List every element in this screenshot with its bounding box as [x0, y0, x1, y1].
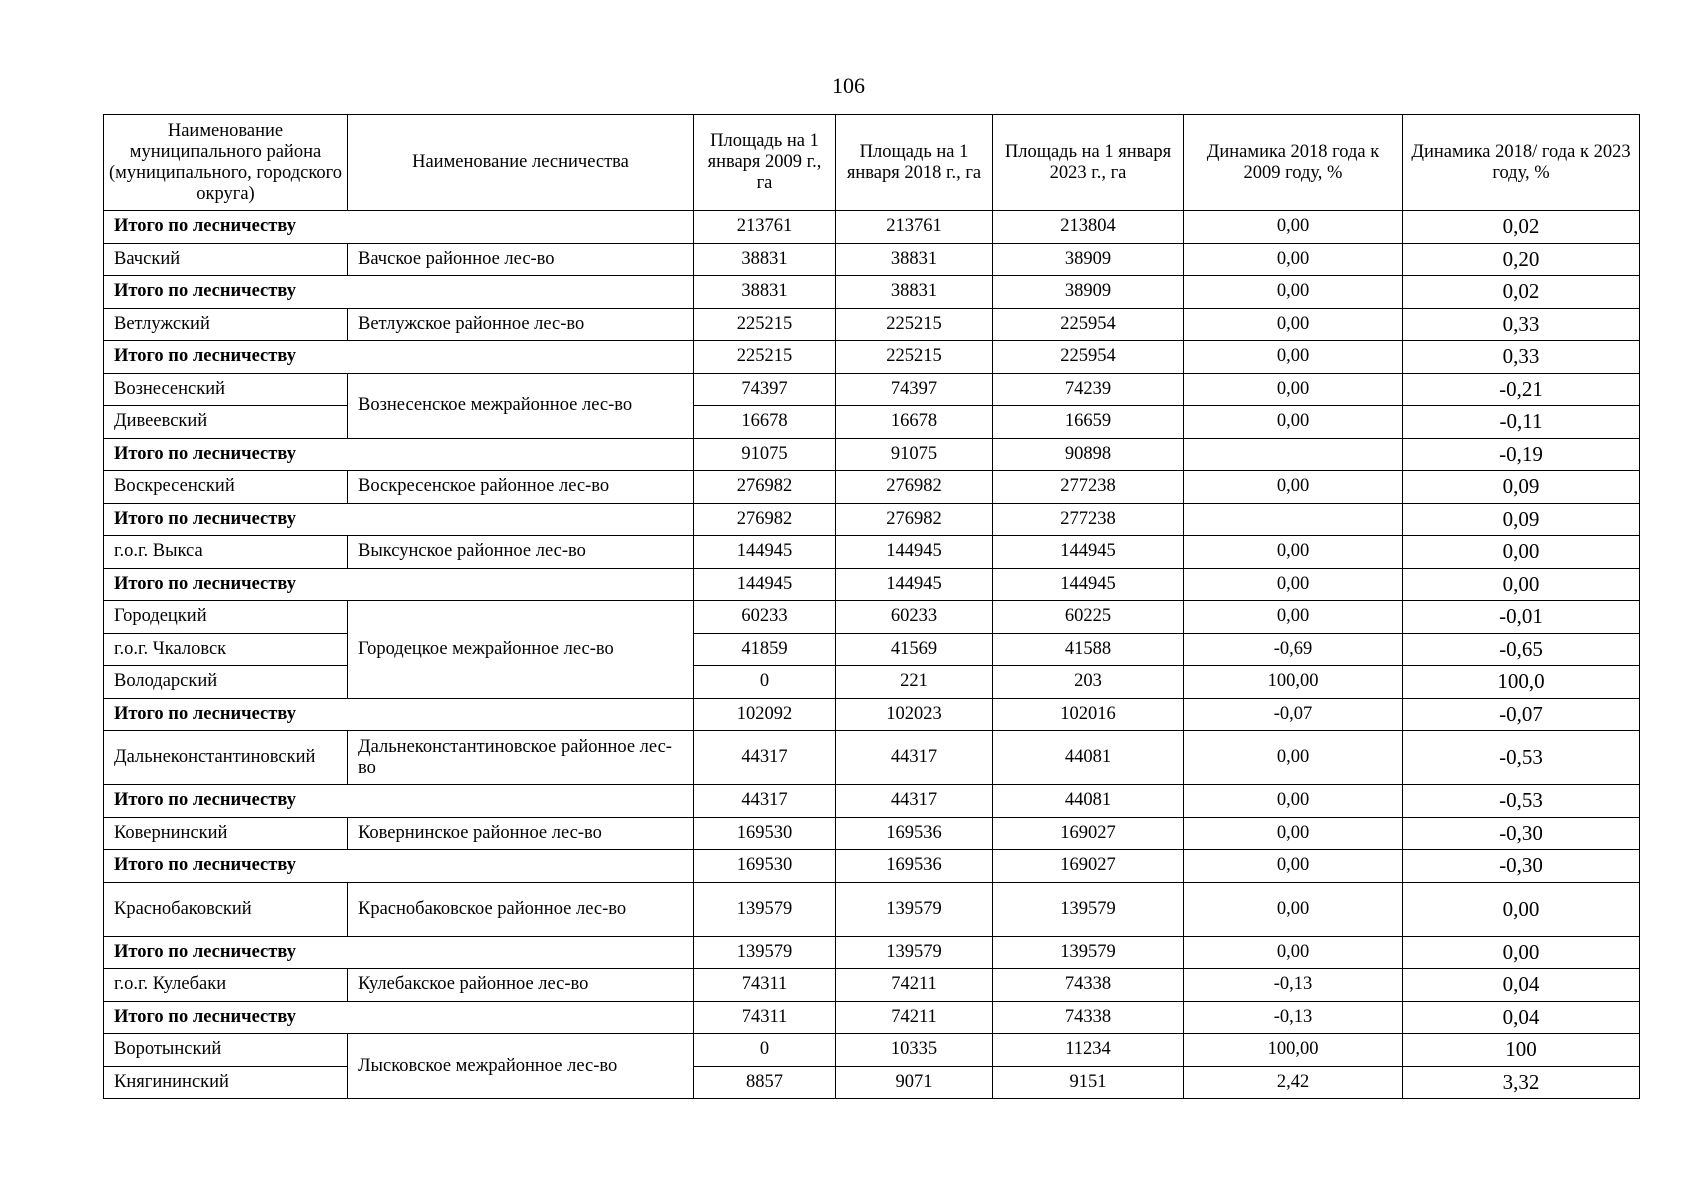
dynamics-2023-cell: 100 — [1403, 1034, 1640, 1067]
area-2023-cell: 277238 — [993, 503, 1184, 536]
area-2009-cell: 102092 — [694, 698, 836, 731]
dynamics-2009-cell: 0,00 — [1184, 373, 1403, 406]
table-row — [104, 666, 1640, 699]
dynamics-2009-cell — [1184, 438, 1403, 471]
dynamics-2023-cell: 0,04 — [1403, 1001, 1640, 1034]
area-2023-cell: 144945 — [993, 536, 1184, 569]
area-2009-cell: 169530 — [694, 850, 836, 883]
area-2023-cell: 169027 — [993, 817, 1184, 850]
dynamics-2023-cell: 0,09 — [1403, 471, 1640, 504]
area-2009-cell: 91075 — [694, 438, 836, 471]
total-row — [104, 850, 1640, 883]
total-row — [104, 785, 1640, 818]
dynamics-2009-cell: 2,42 — [1184, 1066, 1403, 1099]
area-2023-cell: 74338 — [993, 969, 1184, 1002]
area-2009-cell: 169530 — [694, 817, 836, 850]
dynamics-2023-cell: 0,20 — [1403, 243, 1640, 276]
dynamics-2009-cell: 0,00 — [1184, 406, 1403, 439]
area-2009-cell: 44317 — [694, 731, 836, 785]
total-row — [104, 503, 1640, 536]
forestry-cell: Воскресенское районное лес-во — [348, 471, 694, 504]
table-row — [104, 817, 1640, 850]
dynamics-2009-cell: 0,00 — [1184, 308, 1403, 341]
area-2023-cell: 60225 — [993, 601, 1184, 634]
table-row — [104, 243, 1640, 276]
total-label: Итого по лесничеству — [104, 211, 694, 244]
area-2009-cell: 38831 — [694, 243, 836, 276]
dynamics-2009-cell: 100,00 — [1184, 666, 1403, 699]
table-row — [104, 969, 1640, 1002]
dynamics-2023-cell: -0,53 — [1403, 731, 1640, 785]
dynamics-2009-cell: 0,00 — [1184, 601, 1403, 634]
area-2009-cell: 8857 — [694, 1066, 836, 1099]
area-2018-cell: 139579 — [836, 936, 993, 969]
header-area-2023: Площадь на 1 января 2023 г., га — [993, 115, 1184, 211]
area-2009-cell: 44317 — [694, 785, 836, 818]
area-2023-cell: 225954 — [993, 341, 1184, 374]
total-row — [104, 211, 1640, 244]
area-2009-cell: 60233 — [694, 601, 836, 634]
dynamics-2023-cell: 0,00 — [1403, 936, 1640, 969]
dynamics-2009-cell: 0,00 — [1184, 936, 1403, 969]
area-2018-cell: 38831 — [836, 243, 993, 276]
area-2023-cell: 44081 — [993, 731, 1184, 785]
dynamics-2009-cell: 0,00 — [1184, 243, 1403, 276]
page-number: 106 — [832, 73, 865, 98]
dynamics-2023-cell: 0,33 — [1403, 341, 1640, 374]
area-2018-cell: 213761 — [836, 211, 993, 244]
table-row — [104, 1066, 1640, 1099]
dynamics-2009-cell: 0,00 — [1184, 471, 1403, 504]
area-2018-cell: 139579 — [836, 882, 993, 936]
forestry-cell: Краснобаковское районное лес-во — [348, 882, 694, 936]
dynamics-2023-cell: -0,65 — [1403, 633, 1640, 666]
area-2023-cell: 74239 — [993, 373, 1184, 406]
forestry-cell: Городецкое межрайонное лес-во — [348, 601, 694, 699]
area-2018-cell: 221 — [836, 666, 993, 699]
area-2018-cell: 44317 — [836, 731, 993, 785]
district-cell: Городецкий — [104, 601, 348, 634]
table-row — [104, 406, 1640, 439]
total-label: Итого по лесничеству — [104, 503, 694, 536]
area-2009-cell: 0 — [694, 666, 836, 699]
total-label: Итого по лесничеству — [104, 568, 694, 601]
area-2009-cell: 38831 — [694, 276, 836, 309]
dynamics-2009-cell: 0,00 — [1184, 211, 1403, 244]
district-cell: Вачский — [104, 243, 348, 276]
area-2023-cell: 44081 — [993, 785, 1184, 818]
total-label: Итого по лесничеству — [104, 438, 694, 471]
area-2018-cell: 9071 — [836, 1066, 993, 1099]
area-2023-cell: 38909 — [993, 276, 1184, 309]
area-2023-cell: 277238 — [993, 471, 1184, 504]
area-2009-cell: 276982 — [694, 471, 836, 504]
area-2018-cell: 91075 — [836, 438, 993, 471]
area-2009-cell: 16678 — [694, 406, 836, 439]
area-2009-cell: 213761 — [694, 211, 836, 244]
dynamics-2023-cell: 0,00 — [1403, 882, 1640, 936]
table-row — [104, 471, 1640, 504]
dynamics-2023-cell: -0,01 — [1403, 601, 1640, 634]
table-row — [104, 1034, 1640, 1067]
area-2009-cell: 139579 — [694, 882, 836, 936]
total-row — [104, 698, 1640, 731]
district-cell: Ветлужский — [104, 308, 348, 341]
dynamics-2023-cell: -0,11 — [1403, 406, 1640, 439]
dynamics-2023-cell: 0,33 — [1403, 308, 1640, 341]
header-dynamics-2018-2009: Динамика 2018 года к 2009 году, % — [1184, 115, 1403, 211]
district-cell: Дивеевский — [104, 406, 348, 439]
district-cell: Воскресенский — [104, 471, 348, 504]
area-2023-cell: 11234 — [993, 1034, 1184, 1067]
area-2009-cell: 74311 — [694, 969, 836, 1002]
area-2023-cell: 139579 — [993, 936, 1184, 969]
area-2018-cell: 276982 — [836, 471, 993, 504]
forestry-cell: Выксунское районное лес-во — [348, 536, 694, 569]
area-2018-cell: 225215 — [836, 341, 993, 374]
area-2009-cell: 41859 — [694, 633, 836, 666]
dynamics-2023-cell: 0,00 — [1403, 536, 1640, 569]
dynamics-2023-cell: 3,32 — [1403, 1066, 1640, 1099]
area-2009-cell: 144945 — [694, 536, 836, 569]
dynamics-2023-cell: -0,30 — [1403, 850, 1640, 883]
dynamics-2009-cell: -0,13 — [1184, 969, 1403, 1002]
area-2018-cell: 16678 — [836, 406, 993, 439]
table-row — [104, 731, 1640, 785]
total-label: Итого по лесничеству — [104, 276, 694, 309]
dynamics-2009-cell: 0,00 — [1184, 817, 1403, 850]
dynamics-2009-cell: -0,07 — [1184, 698, 1403, 731]
area-2018-cell: 169536 — [836, 850, 993, 883]
dynamics-2023-cell: -0,30 — [1403, 817, 1640, 850]
dynamics-2009-cell: 0,00 — [1184, 731, 1403, 785]
total-label: Итого по лесничеству — [104, 785, 694, 818]
district-cell: Воротынский — [104, 1034, 348, 1067]
dynamics-2023-cell: -0,53 — [1403, 785, 1640, 818]
forestry-cell: Ковернинское районное лес-во — [348, 817, 694, 850]
header-dynamics-2018-2023: Динамика 2018/ года к 2023 году, % — [1403, 115, 1640, 211]
total-label: Итого по лесничеству — [104, 341, 694, 374]
table-row — [104, 373, 1640, 406]
area-2009-cell: 74397 — [694, 373, 836, 406]
area-2018-cell: 144945 — [836, 536, 993, 569]
header-row — [104, 115, 1640, 211]
forestry-cell: Ветлужское районное лес-во — [348, 308, 694, 341]
dynamics-2023-cell: 0,02 — [1403, 211, 1640, 244]
area-2018-cell: 44317 — [836, 785, 993, 818]
dynamics-2023-cell: -0,21 — [1403, 373, 1640, 406]
area-2023-cell: 74338 — [993, 1001, 1184, 1034]
total-label: Итого по лесничеству — [104, 936, 694, 969]
table-row — [104, 882, 1640, 936]
district-cell: г.о.г. Чкаловск — [104, 633, 348, 666]
area-2018-cell: 74211 — [836, 1001, 993, 1034]
dynamics-2009-cell: 0,00 — [1184, 785, 1403, 818]
total-label: Итого по лесничеству — [104, 1001, 694, 1034]
area-2018-cell: 225215 — [836, 308, 993, 341]
area-2023-cell: 144945 — [993, 568, 1184, 601]
district-cell: Ковернинский — [104, 817, 348, 850]
area-2009-cell: 139579 — [694, 936, 836, 969]
table-row — [104, 633, 1640, 666]
total-row — [104, 936, 1640, 969]
table-row — [104, 601, 1640, 634]
area-2023-cell: 16659 — [993, 406, 1184, 439]
area-2018-cell: 38831 — [836, 276, 993, 309]
area-2018-cell: 276982 — [836, 503, 993, 536]
total-row — [104, 341, 1640, 374]
area-2023-cell: 225954 — [993, 308, 1184, 341]
area-2023-cell: 213804 — [993, 211, 1184, 244]
forestry-cell: Лысковское межрайонное лес-во — [348, 1034, 694, 1099]
area-2023-cell: 169027 — [993, 850, 1184, 883]
dynamics-2023-cell: -0,19 — [1403, 438, 1640, 471]
district-cell: Володарский — [104, 666, 348, 699]
area-2009-cell: 144945 — [694, 568, 836, 601]
dynamics-2009-cell: -0,13 — [1184, 1001, 1403, 1034]
dynamics-2009-cell: 100,00 — [1184, 1034, 1403, 1067]
area-2023-cell: 41588 — [993, 633, 1184, 666]
forest-area-table — [103, 114, 1640, 1099]
area-2023-cell: 38909 — [993, 243, 1184, 276]
area-2023-cell: 90898 — [993, 438, 1184, 471]
dynamics-2009-cell — [1184, 503, 1403, 536]
header-forestry: Наименование лесничества — [348, 115, 694, 211]
area-2018-cell: 10335 — [836, 1034, 993, 1067]
dynamics-2023-cell: 100,0 — [1403, 666, 1640, 699]
table-row — [104, 308, 1640, 341]
area-2023-cell: 102016 — [993, 698, 1184, 731]
total-row — [104, 276, 1640, 309]
dynamics-2023-cell: 0,09 — [1403, 503, 1640, 536]
area-2018-cell: 74211 — [836, 969, 993, 1002]
forestry-cell: Дальнеконстантиновское районное лес-во — [348, 731, 694, 785]
area-2018-cell: 102023 — [836, 698, 993, 731]
dynamics-2009-cell: 0,00 — [1184, 276, 1403, 309]
total-row — [104, 1001, 1640, 1034]
total-row — [104, 438, 1640, 471]
dynamics-2009-cell: 0,00 — [1184, 882, 1403, 936]
district-cell: Княгининский — [104, 1066, 348, 1099]
area-2009-cell: 225215 — [694, 341, 836, 374]
district-cell: Краснобаковский — [104, 882, 348, 936]
area-2023-cell: 139579 — [993, 882, 1184, 936]
total-label: Итого по лесничеству — [104, 698, 694, 731]
district-cell: г.о.г. Выкса — [104, 536, 348, 569]
dynamics-2009-cell: -0,69 — [1184, 633, 1403, 666]
district-cell: Дальнеконстантиновский — [104, 731, 348, 785]
area-2018-cell: 41569 — [836, 633, 993, 666]
dynamics-2023-cell: -0,07 — [1403, 698, 1640, 731]
dynamics-2009-cell: 0,00 — [1184, 341, 1403, 374]
dynamics-2023-cell: 0,00 — [1403, 568, 1640, 601]
dynamics-2009-cell: 0,00 — [1184, 850, 1403, 883]
dynamics-2009-cell: 0,00 — [1184, 568, 1403, 601]
header-area-2018: Площадь на 1 января 2018 г., га — [836, 115, 993, 211]
total-row — [104, 568, 1640, 601]
area-2023-cell: 9151 — [993, 1066, 1184, 1099]
area-2018-cell: 144945 — [836, 568, 993, 601]
area-2018-cell: 60233 — [836, 601, 993, 634]
area-2009-cell: 276982 — [694, 503, 836, 536]
area-2018-cell: 169536 — [836, 817, 993, 850]
forestry-cell: Вачское районное лес-во — [348, 243, 694, 276]
dynamics-2023-cell: 0,02 — [1403, 276, 1640, 309]
header-district: Наименование муниципального района (муниципального, городского округа) — [104, 115, 348, 211]
area-2018-cell: 74397 — [836, 373, 993, 406]
area-2009-cell: 74311 — [694, 1001, 836, 1034]
header-area-2009: Площадь на 1 января 2009 г., га — [694, 115, 836, 211]
area-2023-cell: 203 — [993, 666, 1184, 699]
district-cell: Вознесенский — [104, 373, 348, 406]
forestry-cell: Вознесенское межрайонное лес-во — [348, 373, 694, 438]
area-2009-cell: 0 — [694, 1034, 836, 1067]
area-2009-cell: 225215 — [694, 308, 836, 341]
dynamics-2009-cell: 0,00 — [1184, 536, 1403, 569]
district-cell: г.о.г. Кулебаки — [104, 969, 348, 1002]
dynamics-2023-cell: 0,04 — [1403, 969, 1640, 1002]
total-label: Итого по лесничеству — [104, 850, 694, 883]
table-row — [104, 536, 1640, 569]
forestry-cell: Кулебакское районное лес-во — [348, 969, 694, 1002]
